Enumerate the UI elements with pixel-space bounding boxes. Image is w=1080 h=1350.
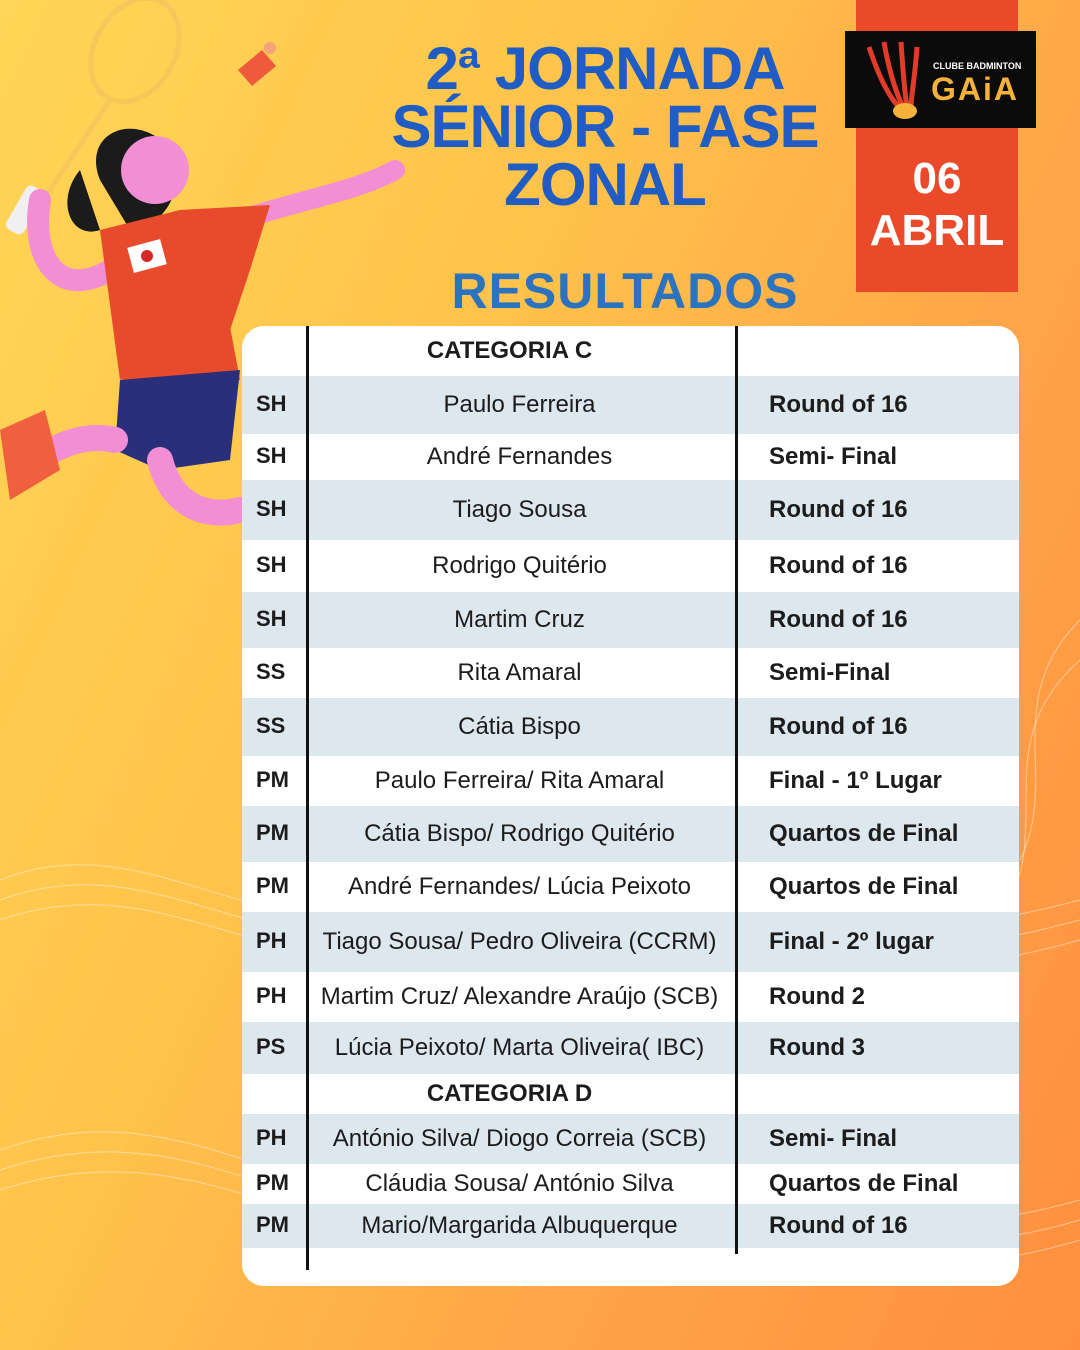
table-row: [242, 376, 1019, 434]
table-row: [242, 862, 1019, 912]
player-names: António Silva/ Diogo Correia (SCB): [332, 1125, 707, 1152]
event-code: SH: [256, 606, 287, 631]
event-code: PM: [256, 767, 289, 792]
match-result: Round 2: [769, 983, 865, 1010]
results-heading: RESULTADOS: [451, 263, 799, 319]
table-row: [242, 806, 1019, 862]
player-names: Tiago Sousa/ Pedro Oliveira (CCRM): [322, 928, 717, 955]
match-result: Final - 1º Lugar: [769, 767, 942, 794]
event-code: SH: [256, 391, 287, 416]
player-names: Cátia Bispo: [458, 713, 581, 740]
event-code: PH: [256, 983, 287, 1008]
player-names: André Fernandes: [426, 443, 613, 470]
match-result: Quartos de Final: [769, 873, 959, 900]
match-result: Round 3: [769, 1034, 865, 1061]
table-row: [242, 648, 1019, 698]
player-names: Tiago Sousa: [452, 496, 587, 523]
shuttlecock-logo-icon: [859, 37, 929, 123]
player-names: Mario/Margarida Albuquerque: [361, 1212, 678, 1239]
club-logo: [845, 31, 1036, 128]
match-result: Round of 16: [769, 606, 908, 633]
table-row: [242, 972, 1019, 1022]
shuttlecock-icon: [238, 42, 276, 86]
page-title: 2ª JORNADA SÉNIOR - FASE ZONAL: [391, 35, 819, 218]
match-result: Round of 16: [769, 1212, 908, 1239]
match-result: Round of 16: [769, 391, 908, 418]
table-row: [242, 592, 1019, 648]
player-names: Lúcia Peixoto/ Marta Oliveira( IBC): [334, 1034, 705, 1061]
table-row: [242, 1164, 1019, 1204]
table-row: [242, 756, 1019, 806]
event-code: SS: [256, 713, 286, 738]
player-names: Rodrigo Quitério: [432, 552, 607, 579]
event-code: SS: [256, 659, 286, 684]
event-code: PH: [256, 928, 287, 953]
column-divider-left: [306, 326, 309, 1270]
table-row: [242, 434, 1019, 480]
event-date: [856, 153, 1018, 257]
match-result: Semi- Final: [769, 443, 898, 470]
logo-wordmark: GAiA: [931, 71, 1019, 107]
date-month: ABRIL: [869, 206, 1005, 255]
table-row: [242, 540, 1019, 592]
event-code: SH: [256, 496, 287, 521]
event-code: PH: [256, 1125, 287, 1150]
match-result: Round of 16: [769, 496, 908, 523]
event-code: SH: [256, 552, 287, 577]
table-row: [242, 1114, 1019, 1164]
player-names: André Fernandes/ Lúcia Peixoto: [348, 873, 691, 900]
player-names: Cláudia Sousa/ António Silva: [365, 1170, 674, 1197]
results-table: [242, 326, 1019, 1286]
table-row: [242, 912, 1019, 972]
event-code: SH: [256, 443, 287, 468]
match-result: Semi- Final: [769, 1125, 898, 1152]
category-header-row: [242, 326, 1019, 376]
table-row: [242, 698, 1019, 756]
player-names: Rita Amaral: [457, 659, 582, 686]
event-code: PM: [256, 873, 289, 898]
category-header: CATEGORIA C: [426, 337, 593, 364]
match-result: Semi-Final: [769, 659, 891, 686]
category-header: CATEGORIA D: [426, 1080, 593, 1107]
match-result: Round of 16: [769, 713, 908, 740]
player-names: Paulo Ferreira: [443, 391, 596, 418]
category-header-row: [242, 1074, 1019, 1114]
event-code: PM: [256, 1212, 289, 1237]
logo-small-text: CLUBE BADMINTON: [933, 61, 1022, 71]
table-row: [242, 1022, 1019, 1074]
event-code: PM: [256, 1170, 289, 1195]
table-row: [242, 1204, 1019, 1248]
event-code: PS: [256, 1034, 286, 1059]
match-result: Final - 2º lugar: [769, 928, 934, 955]
player-names: Martim Cruz/ Alexandre Araújo (SCB): [320, 983, 719, 1010]
column-divider-right: [735, 326, 738, 1254]
table-row: [242, 480, 1019, 540]
match-result: Round of 16: [769, 552, 908, 579]
player-names: Paulo Ferreira/ Rita Amaral: [374, 767, 665, 794]
player-names: Cátia Bispo/ Rodrigo Quitério: [364, 820, 675, 847]
date-day: 06: [912, 154, 962, 203]
player-names: Martim Cruz: [454, 606, 585, 633]
match-result: Quartos de Final: [769, 820, 959, 847]
match-result: Quartos de Final: [769, 1170, 959, 1197]
event-code: PM: [256, 820, 289, 845]
